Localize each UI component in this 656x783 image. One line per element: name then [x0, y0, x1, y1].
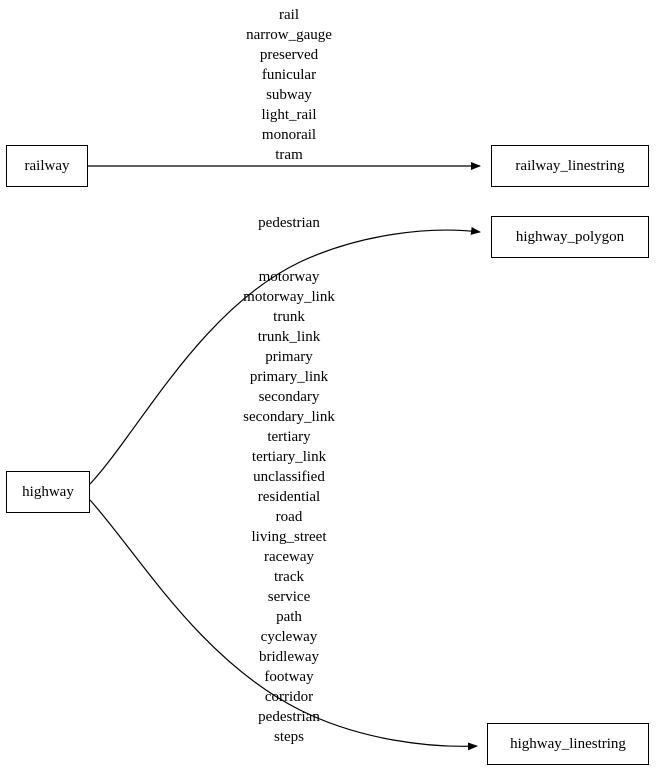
node-highway-polygon-label: highway_polygon	[515, 228, 625, 245]
edge-label-line: narrow_gauge	[246, 27, 332, 43]
edge-label-line: pedestrian	[258, 215, 320, 231]
edge-label-line: footway	[264, 669, 314, 685]
node-highway-linestring-label: highway_linestring	[510, 735, 626, 752]
node-railway[interactable]	[6, 145, 88, 187]
node-railway-label: railway	[24, 157, 70, 174]
edge-label-line: tertiary	[267, 429, 311, 445]
edge-label-line: primary_link	[249, 369, 329, 385]
edge-label-line: unclassified	[253, 469, 325, 485]
edge-label-line: cycleway	[260, 629, 318, 645]
node-railway-linestring[interactable]	[491, 145, 649, 187]
edge-label-line: residential	[257, 489, 321, 505]
node-railway-linestring-label: railway_linestring	[515, 157, 625, 174]
edge-label-line: tram	[275, 147, 303, 163]
edge-label-line: rail	[279, 7, 299, 23]
edge-label-line: living_street	[251, 529, 327, 545]
edge-label-line: trunk_link	[257, 329, 321, 345]
edge-label-line: road	[275, 509, 303, 525]
edge-label-line: light_rail	[261, 107, 317, 123]
edge-label-line: motorway_link	[243, 289, 335, 305]
edge-label-line: monorail	[261, 127, 317, 143]
edge-label-line: trunk	[273, 309, 305, 325]
edge-label-line: raceway	[264, 549, 314, 565]
node-highway[interactable]	[6, 471, 90, 513]
edge-label-railway	[189, 5, 389, 165]
edge-label-line: track	[274, 569, 304, 585]
edge-label-line: bridleway	[259, 649, 319, 665]
edge-label-line: corridor	[264, 689, 314, 705]
edge-label-line: secondary_link	[243, 409, 335, 425]
edge-label-line: path	[276, 609, 302, 625]
node-highway-linestring[interactable]	[487, 723, 649, 765]
edge-label-line: subway	[266, 87, 312, 103]
edge-label-line: funicular	[261, 67, 317, 83]
edge-label-highway-polygon	[189, 213, 389, 233]
edge-label-line: tertiary_link	[251, 449, 327, 465]
edge-label-line: motorway	[258, 269, 320, 285]
edge-label-line: primary	[265, 349, 313, 365]
edge-label-line: secondary	[258, 389, 320, 405]
node-highway-label: highway	[22, 483, 74, 500]
node-highway-polygon[interactable]	[491, 216, 649, 258]
edge-label-highway-linestring	[189, 267, 389, 747]
edge-label-line: steps	[274, 729, 304, 745]
edge-label-line: pedestrian	[258, 709, 320, 725]
edge-label-line: preserved	[259, 47, 319, 63]
edge-label-line: service	[267, 589, 311, 605]
